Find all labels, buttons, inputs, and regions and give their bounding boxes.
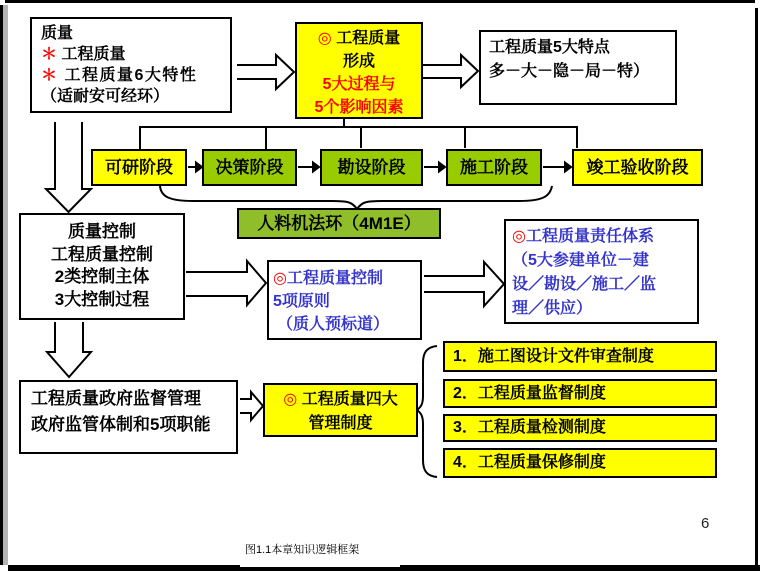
features-line-2: 多－大－隐－局－特） xyxy=(489,63,650,80)
formation-line-4: 5个影响因素 xyxy=(314,99,404,116)
four-systems-title: 工程质量四大 xyxy=(301,391,398,408)
figure-caption: 图1.1本章知识逻辑框架 xyxy=(245,544,360,556)
box-quality-features xyxy=(479,30,677,105)
stage-connector-lines xyxy=(140,119,577,149)
frame-right-edge xyxy=(755,8,758,565)
box-four-systems xyxy=(263,383,418,437)
control-line-3: 2类控制主体 xyxy=(54,267,150,286)
box-quality-formation xyxy=(295,22,423,119)
box-government-supervision xyxy=(19,380,238,454)
box-4m1e: 人料机法环（4M1E） xyxy=(237,208,441,239)
principles-line-3: （质人预标道） xyxy=(277,316,390,333)
control-line-2: 工程质量控制 xyxy=(51,244,153,264)
formation-line-2: 形成 xyxy=(342,53,375,70)
features-line-1: 工程质量5大特点 xyxy=(489,39,610,56)
principles-title: 工程质量控制 xyxy=(286,270,383,287)
responsibility-line-4: 理／供应） xyxy=(512,300,593,317)
four-systems-line-2: 管理制度 xyxy=(308,415,373,432)
responsibility-line-3: 设／勘设／施工／监 xyxy=(512,276,657,293)
arrow-government-to-four-systems xyxy=(240,392,263,420)
responsibility-title: 工程质量责任体系 xyxy=(525,228,654,245)
arrow-principles-to-responsibility xyxy=(424,262,504,306)
responsibility-line-2: （5大参建单位－建 xyxy=(512,252,649,269)
stage-completion-acceptance: 竣工验收阶段 xyxy=(572,149,703,186)
quality-line-4: （适耐安可经环） xyxy=(41,88,170,105)
arrow-control-to-principles xyxy=(186,261,266,305)
formation-line-1 xyxy=(297,27,421,50)
quality-line-1: 质量 xyxy=(41,25,74,42)
formation-title: 工程质量 xyxy=(336,30,401,47)
double-circle-marker-icon: ◎ xyxy=(512,228,526,245)
formation-line-3: 5大过程与 xyxy=(322,76,396,93)
institution-item-1: 1．施工图设计文件审查制度 xyxy=(443,341,717,372)
box-responsibility-system xyxy=(504,219,699,324)
quality-line-3-text: 工程质量6大特性 xyxy=(64,67,198,84)
arrow-quality-to-formation xyxy=(237,55,294,89)
frame-bottom-notch xyxy=(240,565,400,567)
star-bullet: ＊ xyxy=(41,67,59,84)
double-circle-marker-icon: ◎ xyxy=(273,270,287,287)
stage-survey-design: 勘设阶段 xyxy=(320,149,423,186)
government-line-2: 政府监管体制和5项职能 xyxy=(31,415,211,434)
box-quality-control xyxy=(19,213,185,320)
frame-left-inner-strip xyxy=(3,5,9,565)
institution-item-2: 2．工程质量监督制度 xyxy=(443,379,717,408)
quality-line-3 xyxy=(41,65,226,86)
control-line-1: 质量控制 xyxy=(68,222,136,241)
circle-marker-icon: ◎ xyxy=(317,30,332,47)
stage-feasibility: 可研阶段 xyxy=(91,149,187,186)
quality-line-2-text: 工程质量 xyxy=(61,46,126,63)
stage-brace xyxy=(160,186,552,209)
control-line-4: 3大控制过程 xyxy=(54,289,150,309)
principles-line-2: 5项原则 xyxy=(273,293,330,310)
arrow-control-down-to-government xyxy=(47,322,91,377)
principles-line-1 xyxy=(273,267,418,290)
institutions-brace xyxy=(417,346,437,477)
frame-top-edge xyxy=(5,0,755,3)
stage-construction: 施工阶段 xyxy=(446,149,542,186)
quality-line-2 xyxy=(41,44,226,65)
box-quality-definition xyxy=(30,17,232,113)
institution-item-4: 4．工程质量保修制度 xyxy=(443,448,717,478)
arrow-formation-to-features xyxy=(423,55,478,87)
arrow-quality-down-to-control xyxy=(46,122,91,212)
responsibility-line-1 xyxy=(512,225,695,249)
circle-marker-icon: ◎ xyxy=(283,391,298,408)
star-bullet: ＊ xyxy=(41,46,58,63)
institution-item-3: 3．工程质量检测制度 xyxy=(443,414,717,442)
box-control-principles xyxy=(267,260,422,340)
four-systems-line-1 xyxy=(265,388,416,412)
stage-decision: 决策阶段 xyxy=(202,149,297,186)
government-line-1: 工程质量政府监督管理 xyxy=(31,389,201,408)
page-number: 6 xyxy=(701,515,710,532)
